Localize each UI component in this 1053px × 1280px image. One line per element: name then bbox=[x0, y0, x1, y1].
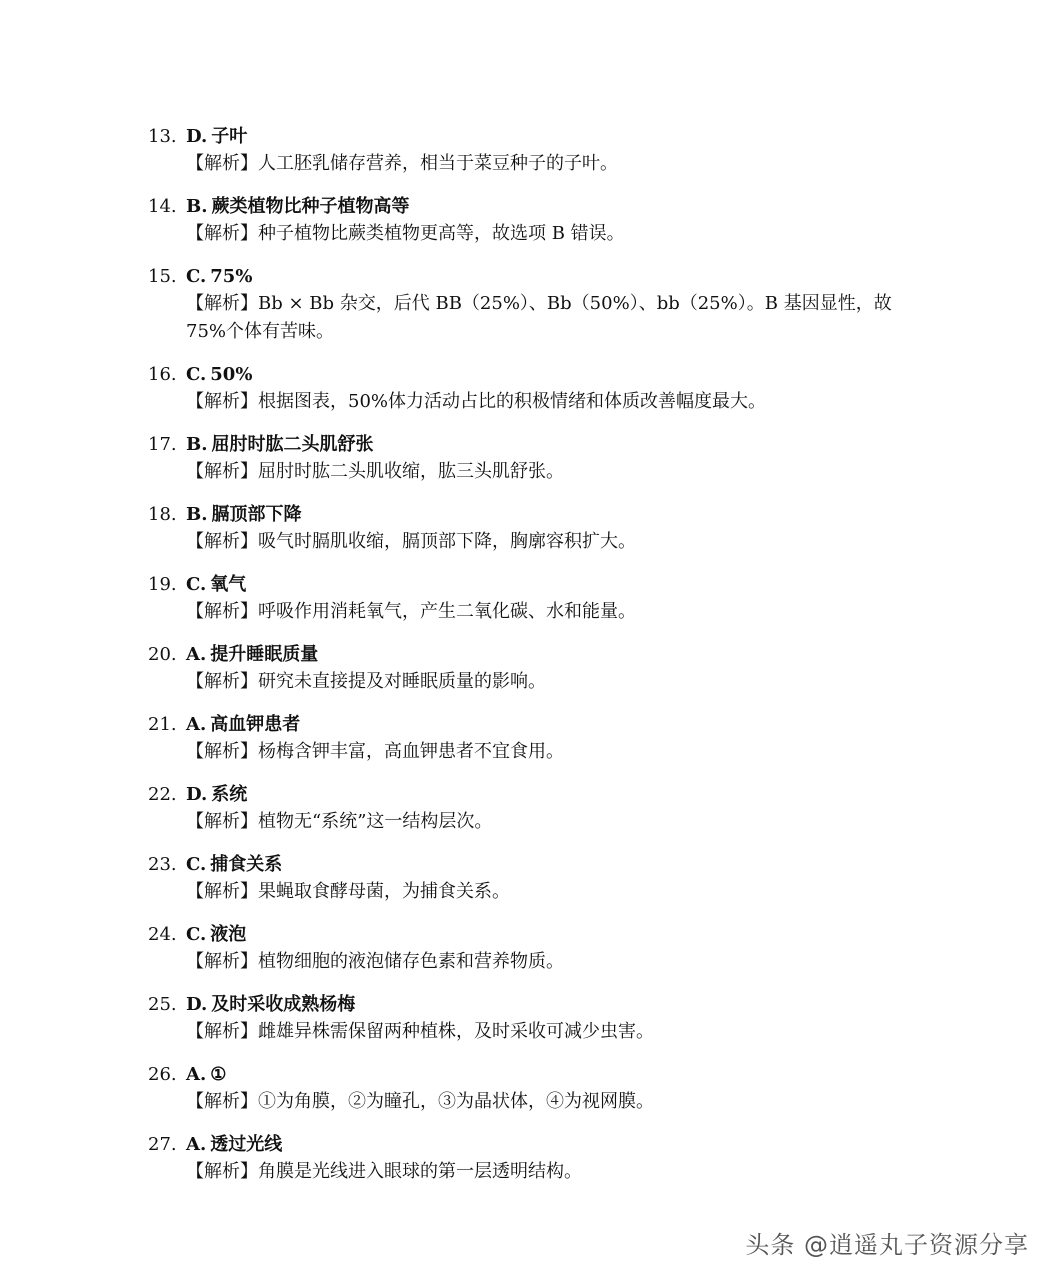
explanation-tag: 【解析】 bbox=[186, 811, 258, 832]
question-line bbox=[148, 124, 948, 150]
explanation bbox=[186, 220, 906, 248]
question-line bbox=[148, 1132, 948, 1158]
answer-letter: C. bbox=[186, 364, 207, 385]
answer-text: 蕨类植物比种子植物高等 bbox=[211, 196, 410, 217]
explanation bbox=[186, 290, 906, 346]
answer-letter: B. bbox=[186, 196, 208, 217]
explanation-tag: 【解析】 bbox=[186, 951, 258, 972]
explanation-text: 果蝇取食酵母菌，为捕食关系。 bbox=[258, 881, 510, 902]
answer-text: 及时采收成熟杨梅 bbox=[211, 994, 356, 1015]
answer-item bbox=[148, 572, 948, 626]
explanation-text: 种子植物比蕨类植物更高等，故选项 B 错误。 bbox=[258, 223, 625, 244]
answer-item bbox=[148, 992, 948, 1046]
explanation-tag: 【解析】 bbox=[186, 1161, 258, 1182]
explanation-tag: 【解析】 bbox=[186, 223, 258, 244]
question-number: 15. bbox=[148, 266, 177, 287]
question-number: 22. bbox=[148, 784, 177, 805]
explanation-text: 吸气时膈肌收缩，膈顶部下降，胸廓容积扩大。 bbox=[258, 531, 636, 552]
explanation-tag: 【解析】 bbox=[186, 881, 258, 902]
answer-letter: C. bbox=[186, 574, 207, 595]
question-line bbox=[148, 572, 948, 598]
answer-text: 50% bbox=[210, 364, 253, 385]
explanation-text: 植物无“系统”这一结构层次。 bbox=[258, 811, 493, 832]
explanation bbox=[186, 528, 906, 556]
explanation bbox=[186, 808, 906, 836]
answer-item bbox=[148, 264, 948, 346]
question-number: 18. bbox=[148, 504, 177, 525]
explanation-tag: 【解析】 bbox=[186, 671, 258, 692]
answer-item bbox=[148, 362, 948, 416]
answer-letter: B. bbox=[186, 434, 208, 455]
question-number: 17. bbox=[148, 434, 177, 455]
explanation-tag: 【解析】 bbox=[186, 1021, 258, 1042]
explanation-tag: 【解析】 bbox=[186, 1091, 258, 1112]
answer-text: 高血钾患者 bbox=[210, 714, 301, 735]
question-line bbox=[148, 502, 948, 528]
explanation-tag: 【解析】 bbox=[186, 601, 258, 622]
question-number: 26. bbox=[148, 1064, 177, 1085]
answer-letter: B. bbox=[186, 504, 208, 525]
explanation-text: 根据图表，50%体力活动占比的积极情绪和体质改善幅度最大。 bbox=[258, 391, 767, 412]
explanation-text: 杨梅含钾丰富，高血钾患者不宜食用。 bbox=[258, 741, 564, 762]
question-line bbox=[148, 992, 948, 1018]
answer-text: 氧气 bbox=[210, 574, 247, 595]
answer-list bbox=[148, 124, 948, 1202]
explanation-text: 屈肘时肱二头肌收缩，肱三头肌舒张。 bbox=[258, 461, 564, 482]
answer-letter: A. bbox=[186, 1064, 207, 1085]
explanation-text: ①为角膜，②为瞳孔，③为晶状体，④为视网膜。 bbox=[258, 1091, 654, 1112]
explanation bbox=[186, 1158, 906, 1186]
answer-letter: C. bbox=[186, 924, 207, 945]
answer-item bbox=[148, 502, 948, 556]
explanation-text: Bb × Bb 杂交，后代 BB（25%）、Bb（50%）、bb（25%）。B 基因显性，故 75%个体有苦味。 bbox=[186, 293, 892, 342]
answer-letter: C. bbox=[186, 266, 207, 287]
question-number: 21. bbox=[148, 714, 177, 735]
answer-text: 提升睡眠质量 bbox=[210, 644, 319, 665]
explanation-tag: 【解析】 bbox=[186, 153, 258, 174]
question-line bbox=[148, 852, 948, 878]
question-number: 20. bbox=[148, 644, 177, 665]
answer-text: 透过光线 bbox=[210, 1134, 283, 1155]
answer-text: 捕食关系 bbox=[210, 854, 283, 875]
question-line bbox=[148, 362, 948, 388]
question-number: 23. bbox=[148, 854, 177, 875]
explanation bbox=[186, 458, 906, 486]
explanation-tag: 【解析】 bbox=[186, 293, 258, 314]
question-line bbox=[148, 264, 948, 290]
explanation bbox=[186, 948, 906, 976]
explanation bbox=[186, 738, 906, 766]
explanation-tag: 【解析】 bbox=[186, 391, 258, 412]
answer-text: 屈肘时肱二头肌舒张 bbox=[211, 434, 374, 455]
question-line bbox=[148, 782, 948, 808]
question-line bbox=[148, 194, 948, 220]
answer-letter: A. bbox=[186, 1134, 207, 1155]
answer-letter: A. bbox=[186, 644, 207, 665]
answer-item bbox=[148, 782, 948, 836]
question-line bbox=[148, 922, 948, 948]
explanation-text: 植物细胞的液泡储存色素和营养物质。 bbox=[258, 951, 564, 972]
explanation-tag: 【解析】 bbox=[186, 531, 258, 552]
explanation-text: 人工胚乳储存营养，相当于菜豆种子的子叶。 bbox=[258, 153, 618, 174]
answer-item bbox=[148, 922, 948, 976]
answer-letter: D. bbox=[186, 126, 208, 147]
question-number: 25. bbox=[148, 994, 177, 1015]
question-number: 16. bbox=[148, 364, 177, 385]
answer-text: 子叶 bbox=[211, 126, 248, 147]
explanation-text: 角膜是光线进入眼球的第一层透明结构。 bbox=[258, 1161, 582, 1182]
explanation-tag: 【解析】 bbox=[186, 741, 258, 762]
answer-letter: A. bbox=[186, 714, 207, 735]
answer-item bbox=[148, 194, 948, 248]
answer-item bbox=[148, 712, 948, 766]
explanation-text: 雌雄异株需保留两种植株，及时采收可减少虫害。 bbox=[258, 1021, 654, 1042]
answer-text: 膈顶部下降 bbox=[211, 504, 302, 525]
answer-item bbox=[148, 852, 948, 906]
explanation bbox=[186, 1018, 906, 1046]
answer-item bbox=[148, 432, 948, 486]
answer-letter: D. bbox=[186, 994, 208, 1015]
explanation-tag: 【解析】 bbox=[186, 461, 258, 482]
question-line bbox=[148, 432, 948, 458]
answer-text: ① bbox=[210, 1064, 227, 1085]
answer-text: 75% bbox=[210, 266, 253, 287]
answer-item bbox=[148, 642, 948, 696]
question-number: 19. bbox=[148, 574, 177, 595]
question-line bbox=[148, 642, 948, 668]
explanation bbox=[186, 668, 906, 696]
answer-item bbox=[148, 1062, 948, 1116]
answer-letter: C. bbox=[186, 854, 207, 875]
answer-letter: D. bbox=[186, 784, 208, 805]
question-line bbox=[148, 712, 948, 738]
question-line bbox=[148, 1062, 948, 1088]
question-number: 13. bbox=[148, 126, 177, 147]
watermark: 头条 @逍遥丸子资源分享 bbox=[745, 1231, 1029, 1259]
explanation-text: 呼吸作用消耗氧气，产生二氧化碳、水和能量。 bbox=[258, 601, 636, 622]
explanation-text: 研究未直接提及对睡眠质量的影响。 bbox=[258, 671, 546, 692]
explanation bbox=[186, 388, 906, 416]
explanation bbox=[186, 878, 906, 906]
answer-item bbox=[148, 124, 948, 178]
question-number: 24. bbox=[148, 924, 177, 945]
explanation bbox=[186, 150, 906, 178]
question-number: 14. bbox=[148, 196, 177, 217]
answer-text: 系统 bbox=[211, 784, 248, 805]
answer-item bbox=[148, 1132, 948, 1186]
answer-text: 液泡 bbox=[210, 924, 247, 945]
explanation bbox=[186, 598, 906, 626]
explanation bbox=[186, 1088, 906, 1116]
question-number: 27. bbox=[148, 1134, 177, 1155]
